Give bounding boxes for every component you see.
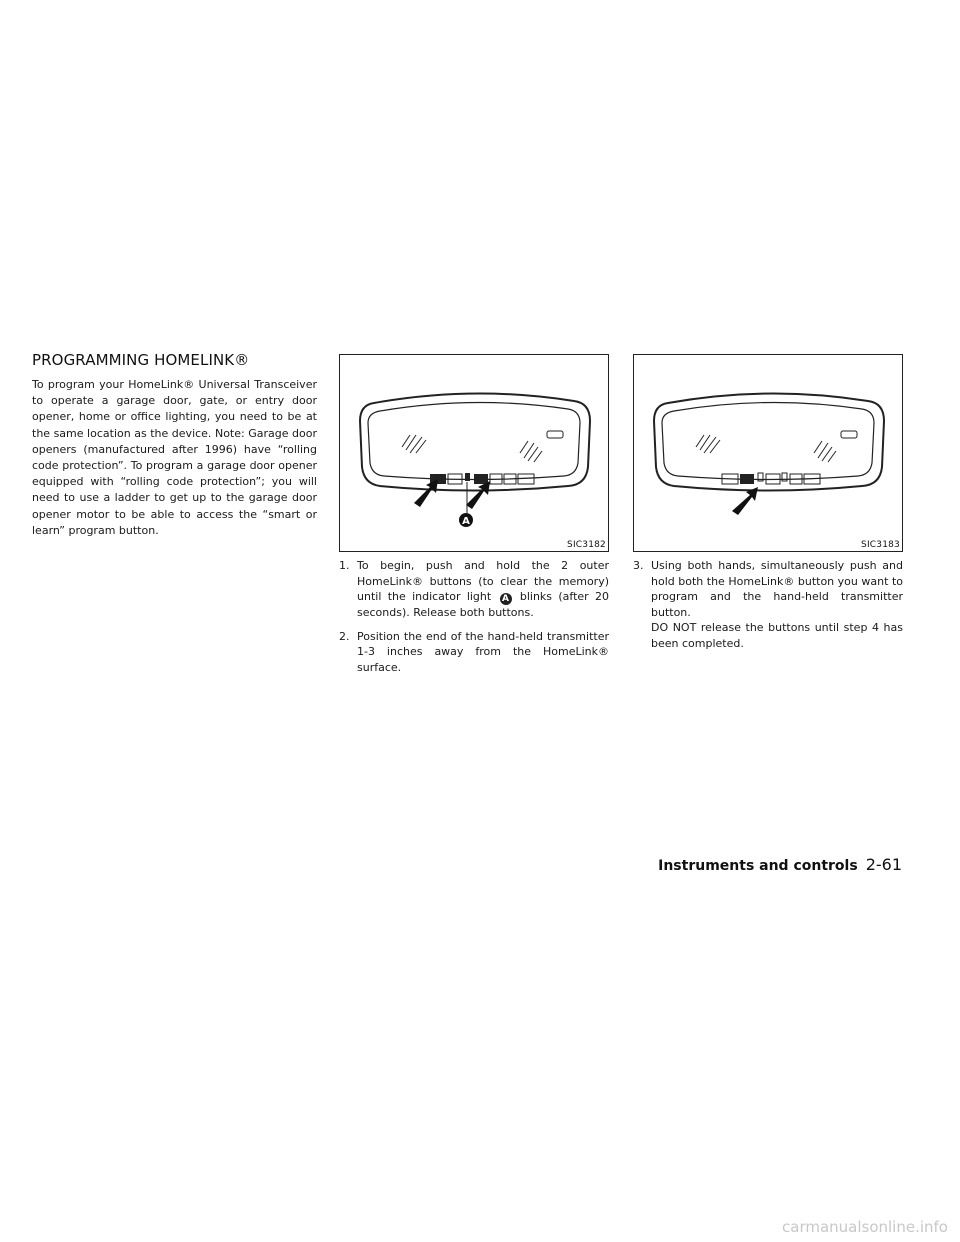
figure-code: SIC3182 bbox=[567, 540, 606, 550]
step-number: 2. bbox=[339, 629, 350, 643]
chapter-title: Instruments and controls bbox=[658, 858, 858, 874]
step-text: Position the end of the hand-held transmitter 1-3 inches away from the HomeLink® surface. bbox=[357, 629, 609, 674]
step-item bbox=[339, 629, 609, 676]
step-text bbox=[651, 558, 903, 652]
step-item bbox=[339, 558, 609, 621]
step-number: 3. bbox=[633, 559, 644, 572]
step-text-part: To begin, push and hold the 2 outer HomeLink® buttons (to clear the memory) until the indicator light bbox=[357, 559, 609, 604]
mirror-illustration bbox=[340, 355, 608, 551]
callout-a-label: A bbox=[462, 516, 470, 527]
figure-mirror-program-button bbox=[633, 354, 903, 552]
step-text bbox=[357, 558, 609, 621]
indicator-a-marker: A bbox=[500, 593, 512, 605]
intro-paragraph: To program your HomeLink® Universal Transceiver to operate a garage door, gate, or entry door opener, home or office lighting, you need to be at the same location as the device. Note: Garage door openers (manufactured after 1996) have “rolling code protection”. To program a garage door opener equipped with “rolling code protection”; you will need to use a ladder to get up to the garage door opener motor to be able to access the “smart or learn” program button. bbox=[32, 378, 317, 537]
page-number: 2-61 bbox=[865, 855, 902, 874]
page-footer bbox=[658, 855, 902, 874]
step-text-part: Using both hands, simultaneously push and hold both the HomeLink® button you want to program and the hand-held transmitter button. bbox=[651, 559, 903, 619]
section-title: PROGRAMMING HOMELINK® bbox=[32, 351, 250, 369]
step-item bbox=[633, 558, 903, 652]
mirror-illustration bbox=[634, 355, 902, 551]
step-text-part: blinks (after 20 seconds). Release both buttons. bbox=[357, 590, 609, 620]
watermark: carmanualsonline.info bbox=[782, 1218, 948, 1236]
figure-code: SIC3183 bbox=[861, 540, 900, 550]
arrow-icon bbox=[466, 481, 490, 509]
figure-mirror-outer-buttons bbox=[339, 354, 609, 552]
arrow-icon bbox=[414, 479, 438, 507]
steps-list bbox=[633, 558, 903, 660]
step-note: DO NOT release the buttons until step 4 has been completed. bbox=[651, 621, 903, 650]
steps-list bbox=[339, 558, 609, 684]
step-number: 1. bbox=[339, 559, 350, 572]
